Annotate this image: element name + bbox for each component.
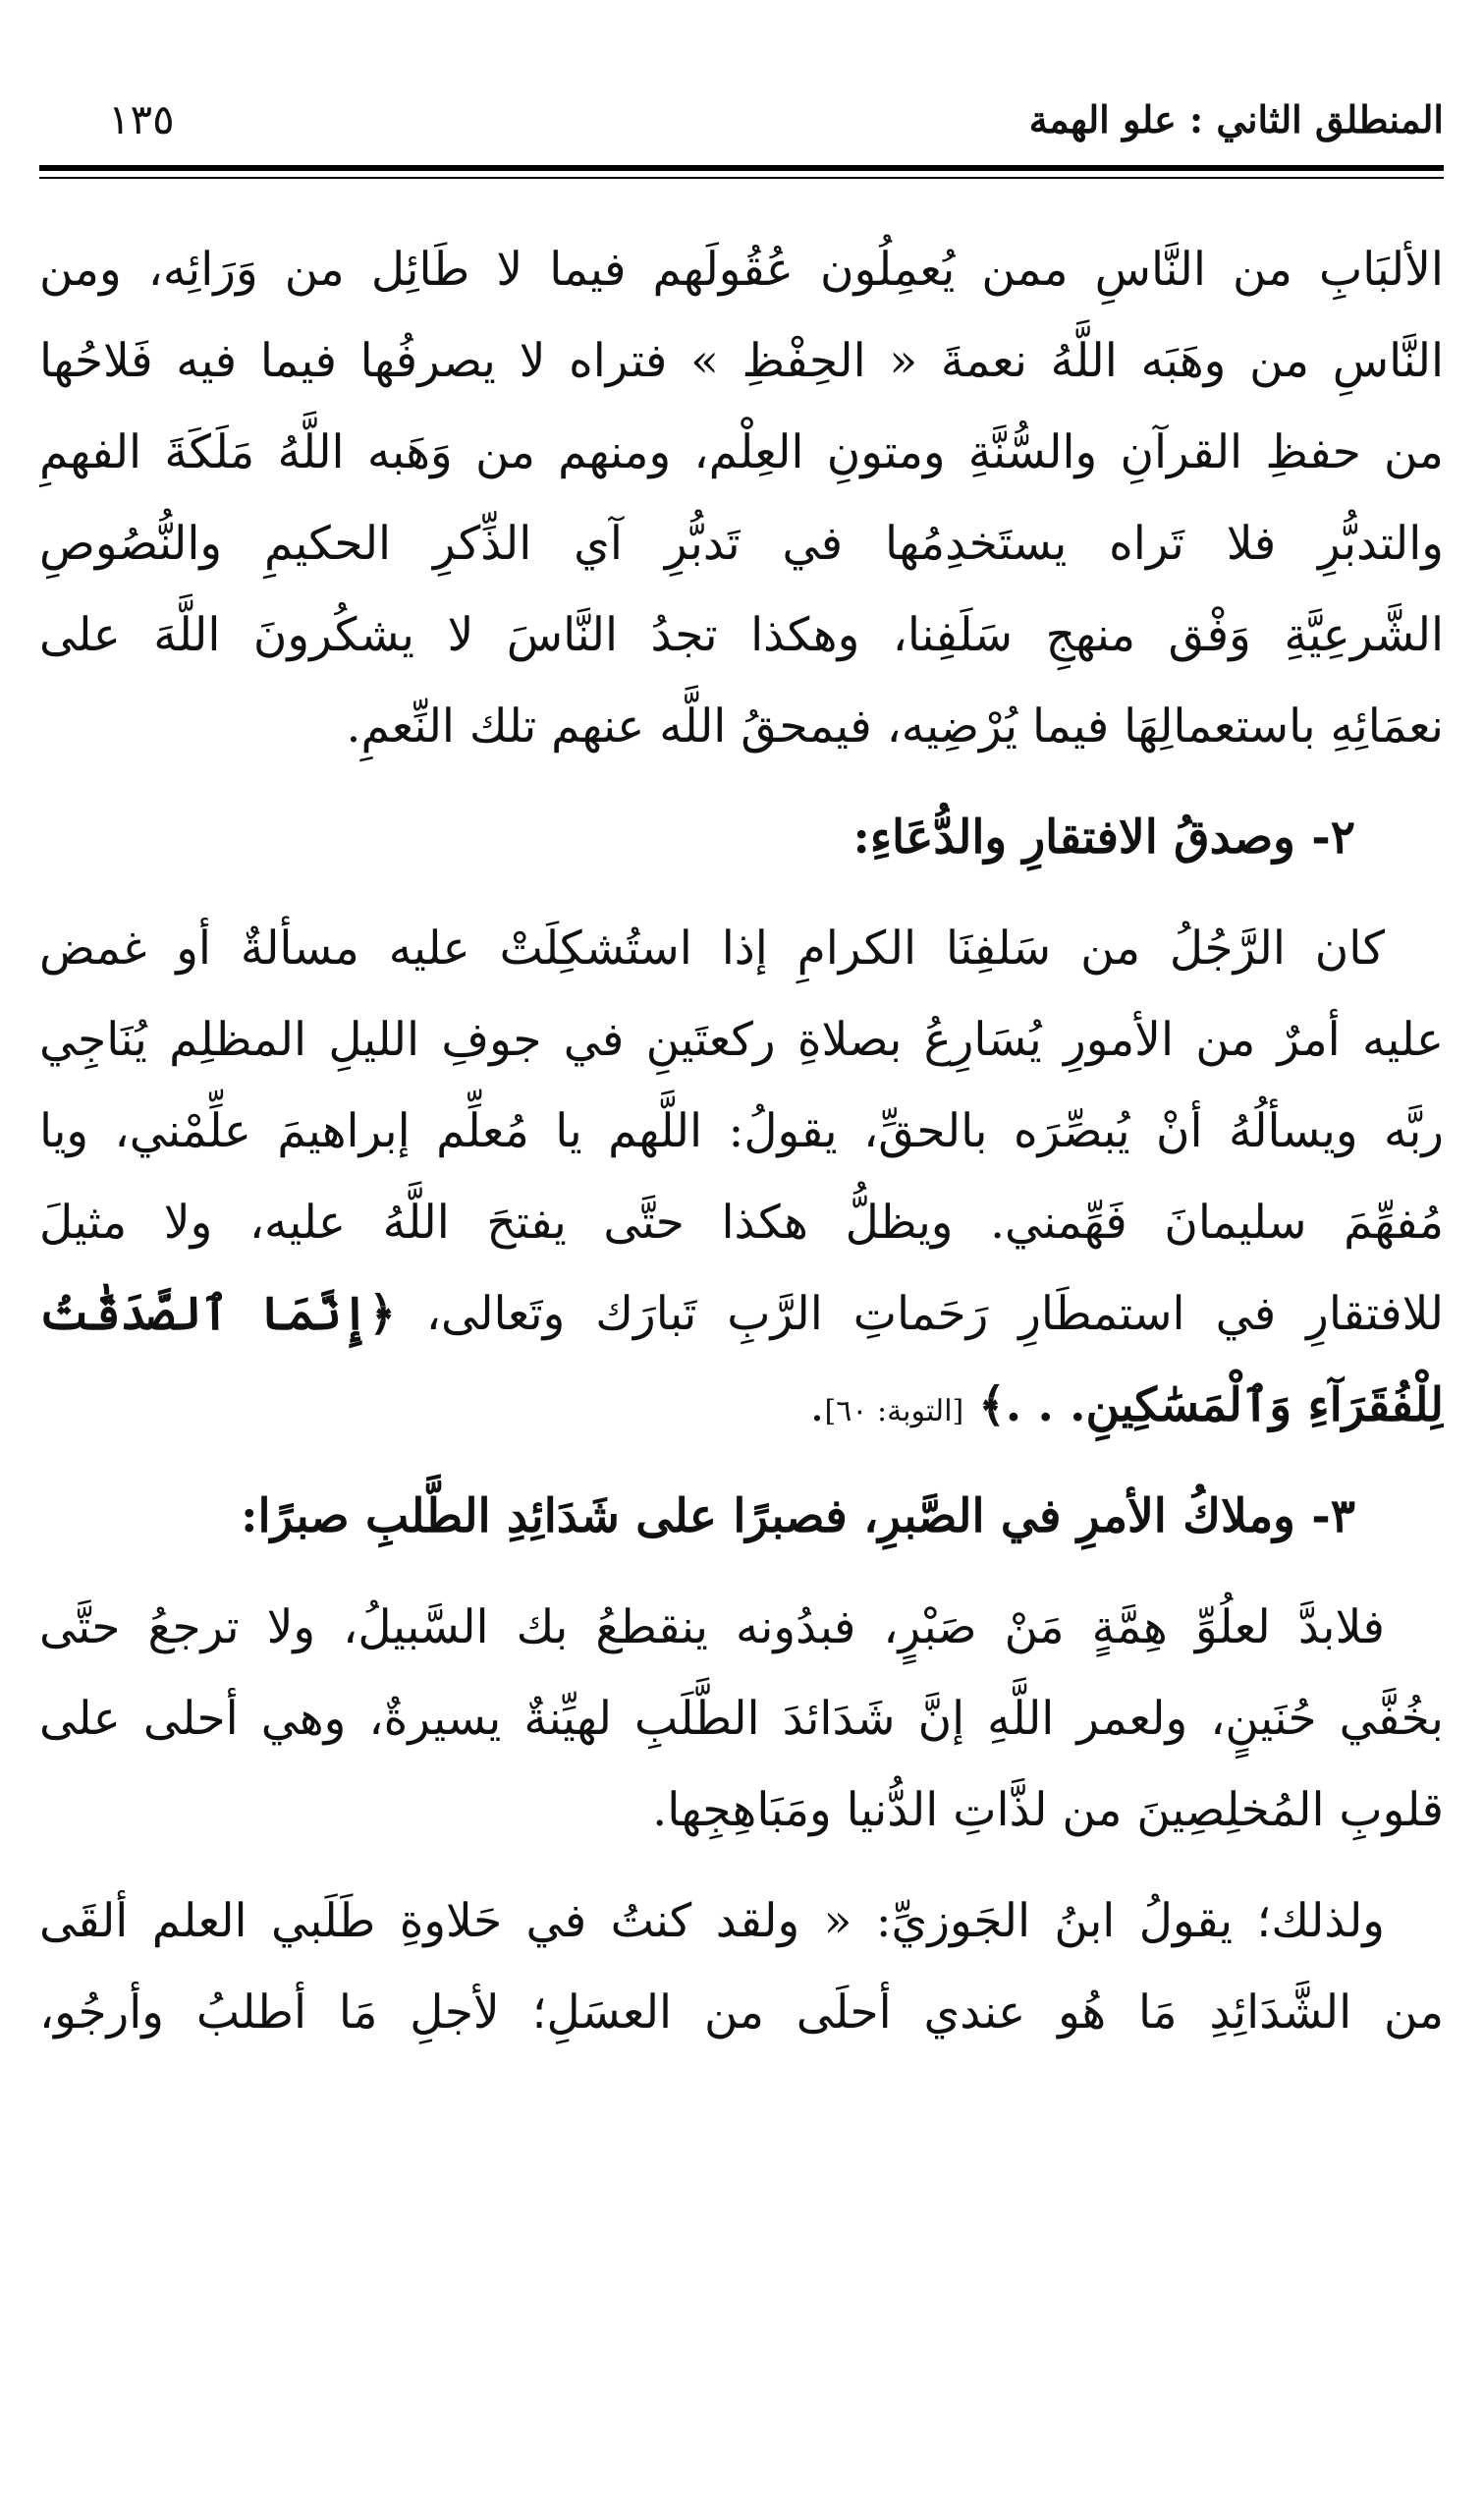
text-line: فلابدَّ لعلُوِّ هِمَّةٍ مَنْ صَبْرٍ، فبدُونه ينقطعُ بك السَّبيلُ، ولا ترجعُ حتَّى: [39, 1600, 1385, 1654]
text-line: ولذلك؛ يقولُ ابنُ الجَوزيِّ: « ولقد كنتُ في حَلاوةِ طَلَبي العلم ألقَى: [39, 1894, 1385, 1948]
text-line: نعمَائِهِ باستعمالِهَا فيما يُرْضِيه، فيمحقُ اللَّه عنهم تلك النِّعمِ.: [346, 699, 1444, 754]
quran-verse-start: ﴿إِنَّمَا ٱلصَّدَقَٰتُ: [39, 1287, 396, 1341]
text-fragment: للافتقارِ في استمطَارِ رَحَماتِ الرَّبِ تَبارَك وتَعالى،: [425, 1287, 1444, 1341]
section-heading-2: ٢- وصدقُ الافتقارِ والدُّعَاءِ:: [852, 811, 1355, 865]
header-rule-thin: [39, 177, 1444, 179]
text-line: مُفهِّمَ سليمانَ فَهِّمني. ويظلُّ هكذا حتَّى يفتحَ اللَّهُ عليه، ولا مثيلَ: [39, 1196, 1444, 1250]
text-line: النَّاسِ من وهَبَه اللَّهُ نعمةَ « الحِفْظِ » فتراه لا يصرفُها فيما فيه فَلاحُها: [39, 334, 1444, 388]
section-heading-3: ٣- وملاكُ الأمرِ في الصَّبرِ، فصبرًا على شَدَائِدِ الطَّلبِ صبرًا:: [241, 1489, 1355, 1543]
quran-verse-end: لِلْفُقَرَآءِ وَٱلْمَسَٰكِينِ. . .﴾: [978, 1378, 1444, 1432]
text-line: من الشَّدَائِدِ مَا هُو عندي أحلَى من العسَلِ؛ لأجلِ مَا أطلبُ وأرجُو،: [39, 1985, 1444, 2040]
running-header: [39, 90, 1444, 149]
text-line: قلوبِ المُخلِصِينَ من لذَّاتِ الدُّنيا ومَبَاهِجِها.: [652, 1783, 1444, 1837]
page-body: [39, 224, 1444, 2058]
text-line: والتدبُّرِ فلا تَراه يستَخدِمُها في تَدبُّرِ آي الذِّكرِ الحكيمِ والنُّصُوصِ: [39, 517, 1444, 571]
paragraph-4: [39, 1875, 1444, 2058]
text-line-with-verse: [39, 1360, 1444, 1451]
text-line: بخُفَّي حُنَينٍ، ولعمر اللَّهِ إنَّ شَدَائدَ الطَّلَبِ لهيِّنةٌ يسيرةٌ، وهي أحلى على: [39, 1692, 1444, 1746]
verse-citation: [التوبة: ٦٠]: [824, 1394, 964, 1428]
text-line: ربَّه ويسألُهُ أنْ يُبصِّرَه بالحقِّ، يقولُ: اللَّهم يا مُعلِّم إبراهيمَ علِّمْني، ويا: [39, 1104, 1444, 1158]
text-line: عليه أمرٌ من الأمورِ يُسَارِعُ بصلاةِ ركعتَينِ في جوفِ الليلِ المظلِم يُنَاجِي: [39, 1013, 1444, 1067]
text-line: كان الرَّجُلُ من سَلفِنَا الكرامِ إذا استُشكِلَتْ عليه مسألةٌ أو غمض: [39, 922, 1385, 976]
page-number: ١٣٥: [108, 95, 175, 143]
text-line: الألبَابِ من النَّاسِ ممن يُعمِلُون عُقُولَهم فيما لا طَائِل من وَرَائِه، ومن: [39, 243, 1444, 297]
paragraph-2: [39, 903, 1444, 1451]
book-page: [39, 0, 1444, 2516]
text-line: من حفظِ القرآنِ والسُّنَّةِ ومتونِ العِلْم، ومنهم من وَهَبه اللَّهُ مَلَكَةَ الفهمِ: [39, 425, 1444, 479]
text-line: الشَّرعِيَّةِ وَفْق منهجِ سَلَفِنا، وهكذا تجدُ النَّاسَ لا يشكُرونَ اللَّهَ على: [39, 608, 1444, 662]
paragraph-1: [39, 224, 1444, 772]
text-line-with-verse: [39, 1268, 1444, 1360]
paragraph-3: [39, 1582, 1444, 1856]
line-end-punctuation: .: [809, 1378, 825, 1432]
header-rule-thick: [39, 165, 1444, 171]
chapter-title: المنطلق الثاني : علو الهمة: [1028, 97, 1444, 141]
